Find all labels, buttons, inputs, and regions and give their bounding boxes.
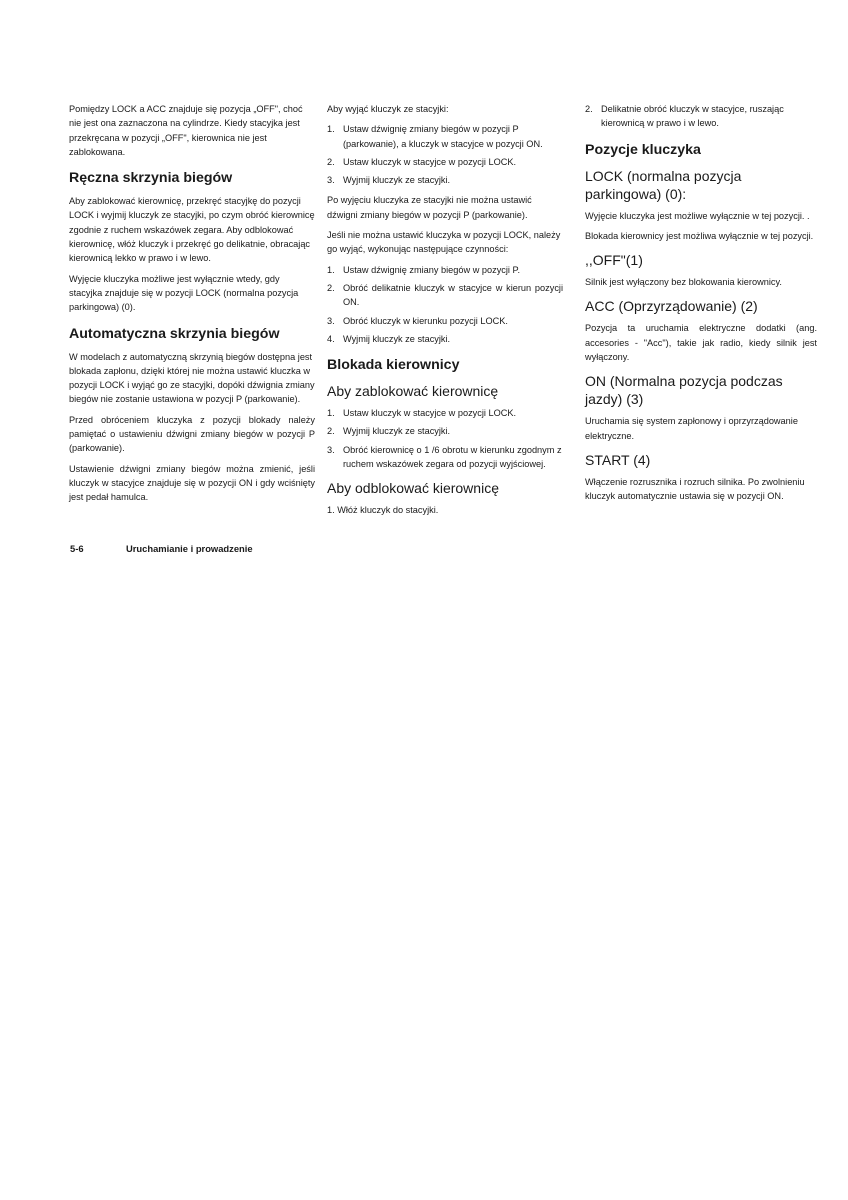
- auto-paragraph-1: W modelach z automatyczną skrzynią biegów dostępna jest blokada zapłonu, dzięki której nie można ustawić kluczka w pozycji LOCK i wyjąć go ze stacyjki, dopóki dźwignia zmiany biegów nie zostanie ustawiona w pozycji P (parkowanie).: [69, 351, 315, 405]
- remove-key-intro: Aby wyjąć kluczyk ze stacyjki:: [327, 104, 449, 114]
- heading-lock-position: LOCK (normalna pozycja parkingowa) (0):: [585, 167, 742, 202]
- page-number: 5-6: [70, 543, 84, 554]
- heading-acc-position: ACC (Oprzyrządowanie) (2): [585, 298, 758, 315]
- list-item: 3. Wyjmij kluczyk ze stacyjki.: [327, 175, 451, 186]
- lock-position-text-2: Blokada kierownicy jest możliwa wyłącznie w tej pozycji.: [585, 230, 814, 241]
- after-removal-note: Po wyjęciu kluczyka ze stacyjki nie można ustawić dźwigni zmiany biegów w pozycji P (parkowanie).: [327, 195, 532, 220]
- unlock-steps-continued: [585, 102, 817, 131]
- heading-manual-gearbox: Ręczna skrzynia biegów: [69, 170, 233, 187]
- start-position-text: Włączenie rozrusznika i rozruch silnika. Po zwolnieniu kluczyk automatycznie ustawia się w pozycji ON.: [585, 476, 805, 502]
- unlock-step-1: 1. Włóż kluczyk do stacyjki.: [327, 505, 439, 516]
- section-title: Uruchamianie i prowadzenie: [126, 543, 253, 554]
- manual-paragraph-1: Aby zablokować kierownicę, przekręć stacyjkę do pozycji LOCK i wyjmij kluczyk ze stacyjki, po czym obróć kierownicę zgodnie z ruchem wskazówek zegara. Aby odblokować kierownicę, włóż kluczyk i przekręć go delikatnie, obracając kierownicą lekko w prawo i w lewo.: [69, 196, 315, 264]
- subheading-unlock-steering: Aby odblokować kierownicę: [327, 480, 499, 497]
- column-left: [69, 102, 315, 511]
- on-position-text: Uruchamia się system zapłonowy i oprzyrządowanie elektryczne.: [585, 416, 798, 441]
- list-item: 4. Wyjmij kluczyk ze stacyjki.: [327, 333, 451, 344]
- column-right: [585, 102, 817, 510]
- column-middle: [327, 102, 563, 524]
- list-item: 2. Ustaw kluczyk w stacyjce w pozycji LOCK.: [327, 156, 517, 167]
- list-item: 1. Ustaw kluczyk w stacyjce w pozycji LOCK.: [327, 408, 517, 419]
- heading-automatic-gearbox: Automatyczna skrzynia biegów: [69, 325, 280, 342]
- heading-start-position: START (4): [585, 451, 651, 468]
- list-item: 2. Wyjmij kluczyk ze stacyjki.: [327, 426, 451, 437]
- heading-key-positions: Pozycje kluczyka: [585, 141, 701, 158]
- auto-paragraph-3: Ustawienie dźwigni zmiany biegów można zmienić, jeśli kluczyk w stacyjce znajduje się w pozycji ON i gdy wciśnięty jest pedał hamulca.: [69, 463, 315, 503]
- list-item: 1. Ustaw dźwignię zmiany biegów w pozycji P (parkowanie), a kluczyk w stacyjce w pozycji ON.: [327, 124, 543, 149]
- lock-steering-steps: [327, 406, 563, 471]
- remove-key-steps: [327, 122, 563, 187]
- heading-steering-lock: Blokada kierownicy: [327, 357, 460, 374]
- off-position-text: Silnik jest wyłączony bez blokowania kierownicy.: [585, 277, 782, 288]
- list-item: 3. Obróć kluczyk w kierunku pozycji LOCK.: [327, 315, 508, 326]
- fallback-steps: [327, 263, 563, 346]
- list-item: 2. Delikatnie obróć kluczyk w stacyjce, ruszając kierownicą w prawo i w lewo.: [585, 104, 784, 129]
- off-position-note: Pomiędzy LOCK a ACC znajduje się pozycja „OFF", choć nie jest ona zaznaczona na cylindrze. Kiedy stacyjka jest przekręcana w pozycji „OFF", kierownica nie jest zablokowana.: [69, 104, 303, 157]
- heading-off-position: ,,OFF"(1): [585, 252, 643, 269]
- heading-on-position: ON (Normalna pozycja podczas jazdy) (3): [585, 373, 783, 408]
- page-footer: [70, 543, 253, 554]
- lock-position-text-1: Wyjęcie kluczyka jest możliwe wyłącznie w tej pozycji. .: [585, 210, 810, 221]
- list-item: 1. Ustaw dźwignię zmiany biegów w pozycji P.: [327, 264, 521, 275]
- acc-position-text: Pozycja ta uruchamia elektryczne dodatki (ang. accesories - "Acc"), takie jak radio, kiedy silnik jest wyłączony.: [585, 323, 817, 363]
- list-item: 2. Obróć delikatnie kluczyk w stacyjce w kierun pozycji ON.: [327, 282, 563, 308]
- auto-paragraph-2: Przed obróceniem kluczyka z pozycji blokady należy pamiętać o ustawieniu dźwigni zmiany biegów w pozycji P (parkowanie).: [69, 414, 315, 454]
- subheading-lock-steering: Aby zablokować kierownicę: [327, 383, 499, 400]
- list-item: 3. Obróć kierownicę o 1 /6 obrotu w kierunku zgodnym z ruchem wskazówek zegara od pozycji wyjściowej.: [327, 444, 562, 470]
- fallback-intro: Jeśli nie można ustawić kluczyka w pozycji LOCK, należy go wyjąć, wykonując następujące czynności:: [327, 230, 561, 255]
- manual-paragraph-2: Wyjęcie kluczyka możliwe jest wyłącznie wtedy, gdy stacyjka znajduje się w pozycji LOCK (normalna pozycja parkingowa) (0).: [69, 273, 299, 313]
